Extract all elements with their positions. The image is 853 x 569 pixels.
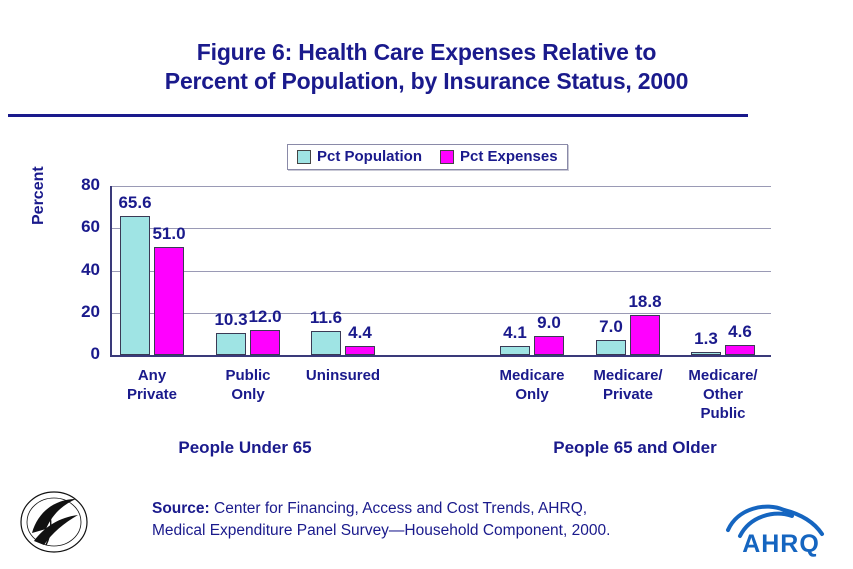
- bar-group: [691, 185, 755, 355]
- section-label-under-65: People Under 65: [178, 438, 312, 457]
- bar-value-label: 4.4: [348, 322, 372, 342]
- bar-value-label: 10.3: [214, 310, 248, 330]
- bar-group: [311, 185, 375, 355]
- bar-group: [216, 185, 280, 355]
- x-category-label-line: Private: [602, 386, 654, 403]
- chart-title-line-2: Percent of Population, by Insurance Status, 2000: [164, 68, 689, 94]
- x-category-label-line: Public: [700, 405, 746, 422]
- source-line-2: Medical Expenditure Panel Survey—Household Component, 2000.: [152, 522, 611, 539]
- x-category-label: [477, 366, 587, 404]
- bar-group: [120, 185, 184, 355]
- bar-pct-expenses: [250, 330, 280, 355]
- bar-value-label: 65.6: [118, 193, 152, 213]
- bar-pct-population: [596, 340, 626, 355]
- x-category-label-line: Medicare: [499, 367, 565, 384]
- y-tick-label-80: 80: [81, 175, 100, 194]
- source-line-1-text: Center for Financing, Access and Cost Trends, AHRQ,: [209, 500, 588, 517]
- bar-pct-population: [691, 352, 721, 355]
- svg-text:AHRQ: AHRQ: [742, 530, 820, 558]
- bar-pct-expenses: [725, 345, 755, 355]
- x-axis-line: [110, 355, 771, 357]
- y-tick-label-60: 60: [81, 217, 100, 237]
- y-tick-label-20: 20: [81, 301, 100, 321]
- bar-value-label: 9.0: [537, 313, 561, 332]
- legend-label-pct-population: Pct Population: [317, 148, 422, 165]
- x-category-label-line: Medicare/: [688, 367, 758, 384]
- x-category-label: [193, 366, 303, 404]
- bar-value-label: 4.1: [503, 323, 527, 343]
- bar-value-label: 7.0: [599, 317, 623, 337]
- x-category-label: [668, 366, 778, 423]
- hhs-seal-logo: [18, 489, 90, 555]
- x-category-label-line: Uninsured: [305, 367, 381, 384]
- bar-value-label: 1.3: [694, 329, 718, 349]
- x-category-label-line: Any: [137, 367, 167, 384]
- bar-value-label: 4.6: [728, 322, 752, 342]
- bar-pct-population: [500, 346, 530, 355]
- grid-line-60: [110, 228, 771, 229]
- x-category-label-line: Medicare/: [593, 367, 663, 384]
- bar-group: [500, 185, 564, 355]
- ahrq-logo: [722, 500, 840, 558]
- bar-value-label: 11.6: [309, 307, 343, 327]
- x-category-label-line: Private: [126, 386, 178, 403]
- source-note: [152, 498, 610, 542]
- legend-label-pct-expenses: Pct Expenses: [460, 148, 558, 165]
- x-category-label: [288, 366, 398, 385]
- x-category-label-line: Only: [231, 386, 265, 403]
- bar-value-label: 12.0: [248, 306, 282, 326]
- x-category-label-line: Public: [225, 367, 271, 384]
- source-label: Source:: [152, 500, 210, 517]
- y-tick-label-0: 0: [90, 344, 100, 363]
- bar-pct-population: [216, 333, 246, 355]
- bar-pct-expenses: [534, 336, 564, 355]
- bar-pct-expenses: [154, 247, 184, 355]
- x-category-label-line: Other: [702, 386, 743, 403]
- y-axis-title: Percent: [30, 166, 47, 225]
- x-category-label-line: Only: [515, 386, 549, 403]
- bar-pct-expenses: [345, 346, 375, 355]
- bar-value-label: 51.0: [152, 224, 186, 244]
- section-label-65-and-older: People 65 and Older: [553, 438, 717, 457]
- x-category-label: [97, 366, 207, 404]
- y-tick-label-40: 40: [81, 259, 100, 279]
- chart-title-line-1: Figure 6: Health Care Expenses Relative to: [196, 39, 657, 65]
- bar-pct-expenses: [630, 315, 660, 355]
- grid-line-40: [110, 271, 771, 272]
- x-category-label: [573, 366, 683, 404]
- bar-value-label: 18.8: [628, 292, 662, 312]
- grid-line-80: [110, 186, 771, 187]
- bar-group: [596, 185, 660, 355]
- source-line-1: [152, 498, 610, 520]
